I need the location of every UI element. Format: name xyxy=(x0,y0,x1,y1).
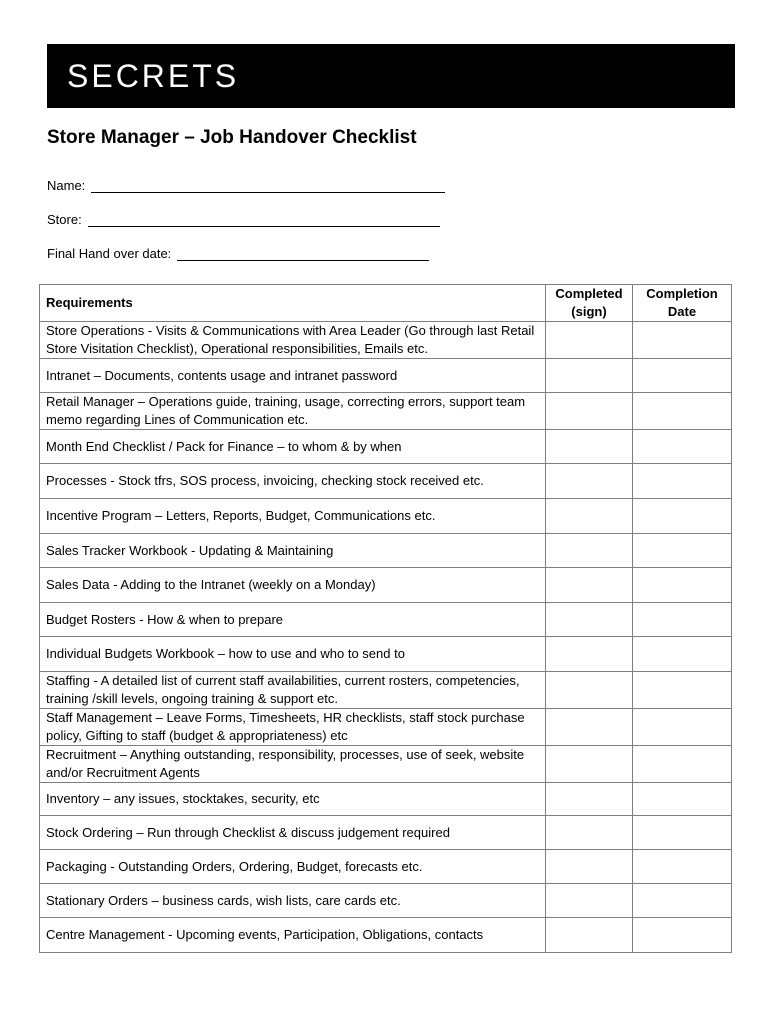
table-row xyxy=(40,322,732,359)
completed-sign-cell[interactable] xyxy=(546,322,633,359)
requirement-text: Incentive Program – Letters, Reports, Budget, Communications etc. xyxy=(40,499,546,534)
completed-sign-cell[interactable] xyxy=(546,603,633,637)
completion-date-cell[interactable] xyxy=(633,499,732,534)
requirement-text: Intranet – Documents, contents usage and intranet password xyxy=(40,359,546,393)
table-row xyxy=(40,359,732,393)
table-row xyxy=(40,672,732,709)
requirement-text: Staff Management – Leave Forms, Timesheets, HR checklists, staff stock purchase policy, Gifting to staff (budget & appropriateness) etc xyxy=(40,709,546,746)
table-row xyxy=(40,534,732,568)
completed-sign-cell[interactable] xyxy=(546,783,633,816)
completion-date-cell[interactable] xyxy=(633,393,732,430)
table-row xyxy=(40,783,732,816)
requirement-text: Centre Management - Upcoming events, Participation, Obligations, contacts xyxy=(40,918,546,953)
name-field xyxy=(47,178,445,193)
requirement-text: Packaging - Outstanding Orders, Ordering, Budget, forecasts etc. xyxy=(40,850,546,884)
completed-sign-cell[interactable] xyxy=(546,816,633,850)
requirement-text: Processes - Stock tfrs, SOS process, invoicing, checking stock received etc. xyxy=(40,464,546,499)
requirement-text: Sales Tracker Workbook - Updating & Maintaining xyxy=(40,534,546,568)
table-row xyxy=(40,499,732,534)
completed-sign-cell[interactable] xyxy=(546,850,633,884)
table-row xyxy=(40,603,732,637)
store-input-line[interactable] xyxy=(88,212,440,227)
header-requirements: Requirements xyxy=(40,285,546,322)
completion-date-cell[interactable] xyxy=(633,783,732,816)
handover-date-label: Final Hand over date: xyxy=(47,246,172,261)
completion-date-cell[interactable] xyxy=(633,884,732,918)
store-label: Store: xyxy=(47,212,82,227)
name-input-line[interactable] xyxy=(91,178,445,193)
table-row xyxy=(40,816,732,850)
requirement-text: Month End Checklist / Pack for Finance – to whom & by when xyxy=(40,430,546,464)
completion-date-cell[interactable] xyxy=(633,568,732,603)
requirement-text: Stationary Orders – business cards, wish lists, care cards etc. xyxy=(40,884,546,918)
table-row xyxy=(40,746,732,783)
handover-date-field xyxy=(47,246,429,261)
requirement-text: Individual Budgets Workbook – how to use and who to send to xyxy=(40,637,546,672)
completion-date-cell[interactable] xyxy=(633,322,732,359)
completed-sign-cell[interactable] xyxy=(546,637,633,672)
requirement-text: Inventory – any issues, stocktakes, security, etc xyxy=(40,783,546,816)
completion-date-cell[interactable] xyxy=(633,816,732,850)
completed-sign-cell[interactable] xyxy=(546,884,633,918)
requirement-text: Sales Data - Adding to the Intranet (weekly on a Monday) xyxy=(40,568,546,603)
requirement-text: Store Operations - Visits & Communications with Area Leader (Go through last Retail Store Visitation Checklist), Operational responsibilities, Emails etc. xyxy=(40,322,546,359)
completion-date-cell[interactable] xyxy=(633,709,732,746)
requirement-text: Budget Rosters - How & when to prepare xyxy=(40,603,546,637)
table-header-row xyxy=(40,285,732,322)
table-row xyxy=(40,393,732,430)
requirement-text: Stock Ordering – Run through Checklist & discuss judgement required xyxy=(40,816,546,850)
completed-sign-cell[interactable] xyxy=(546,672,633,709)
requirement-text: Staffing - A detailed list of current staff availabilities, current rosters, competencies, training /skill levels, ongoing training & support etc. xyxy=(40,672,546,709)
completion-date-cell[interactable] xyxy=(633,603,732,637)
header-completion-date: Completion Date xyxy=(633,285,732,322)
completed-sign-cell[interactable] xyxy=(546,430,633,464)
brand-banner xyxy=(47,44,735,108)
brand-logo: SECRETS xyxy=(67,58,240,94)
completed-sign-cell[interactable] xyxy=(546,464,633,499)
completed-sign-cell[interactable] xyxy=(546,746,633,783)
completed-sign-cell[interactable] xyxy=(546,499,633,534)
completion-date-cell[interactable] xyxy=(633,637,732,672)
handover-checklist-table xyxy=(39,284,732,953)
completion-date-cell[interactable] xyxy=(633,672,732,709)
requirement-text: Retail Manager – Operations guide, training, usage, correcting errors, support team memo regarding Lines of Communication etc. xyxy=(40,393,546,430)
table-row xyxy=(40,918,732,953)
completion-date-cell[interactable] xyxy=(633,850,732,884)
completion-date-cell[interactable] xyxy=(633,430,732,464)
table-row xyxy=(40,464,732,499)
table-row xyxy=(40,568,732,603)
handover-date-input-line[interactable] xyxy=(177,246,429,261)
table-row xyxy=(40,850,732,884)
name-label: Name: xyxy=(47,178,86,193)
page-title: Store Manager – Job Handover Checklist xyxy=(47,127,417,148)
table-body xyxy=(40,322,732,953)
completed-sign-cell[interactable] xyxy=(546,393,633,430)
table-row xyxy=(40,884,732,918)
table-row xyxy=(40,430,732,464)
completion-date-cell[interactable] xyxy=(633,746,732,783)
table-row xyxy=(40,637,732,672)
completed-sign-cell[interactable] xyxy=(546,359,633,393)
requirement-text: Recruitment – Anything outstanding, responsibility, processes, use of seek, website and/or Recruitment Agents xyxy=(40,746,546,783)
completed-sign-cell[interactable] xyxy=(546,568,633,603)
completed-sign-cell[interactable] xyxy=(546,918,633,953)
completed-sign-cell[interactable] xyxy=(546,534,633,568)
completion-date-cell[interactable] xyxy=(633,918,732,953)
completion-date-cell[interactable] xyxy=(633,534,732,568)
completed-sign-cell[interactable] xyxy=(546,709,633,746)
completion-date-cell[interactable] xyxy=(633,464,732,499)
table-row xyxy=(40,709,732,746)
completion-date-cell[interactable] xyxy=(633,359,732,393)
store-field xyxy=(47,212,440,227)
header-completed-sign: Completed (sign) xyxy=(546,285,633,322)
